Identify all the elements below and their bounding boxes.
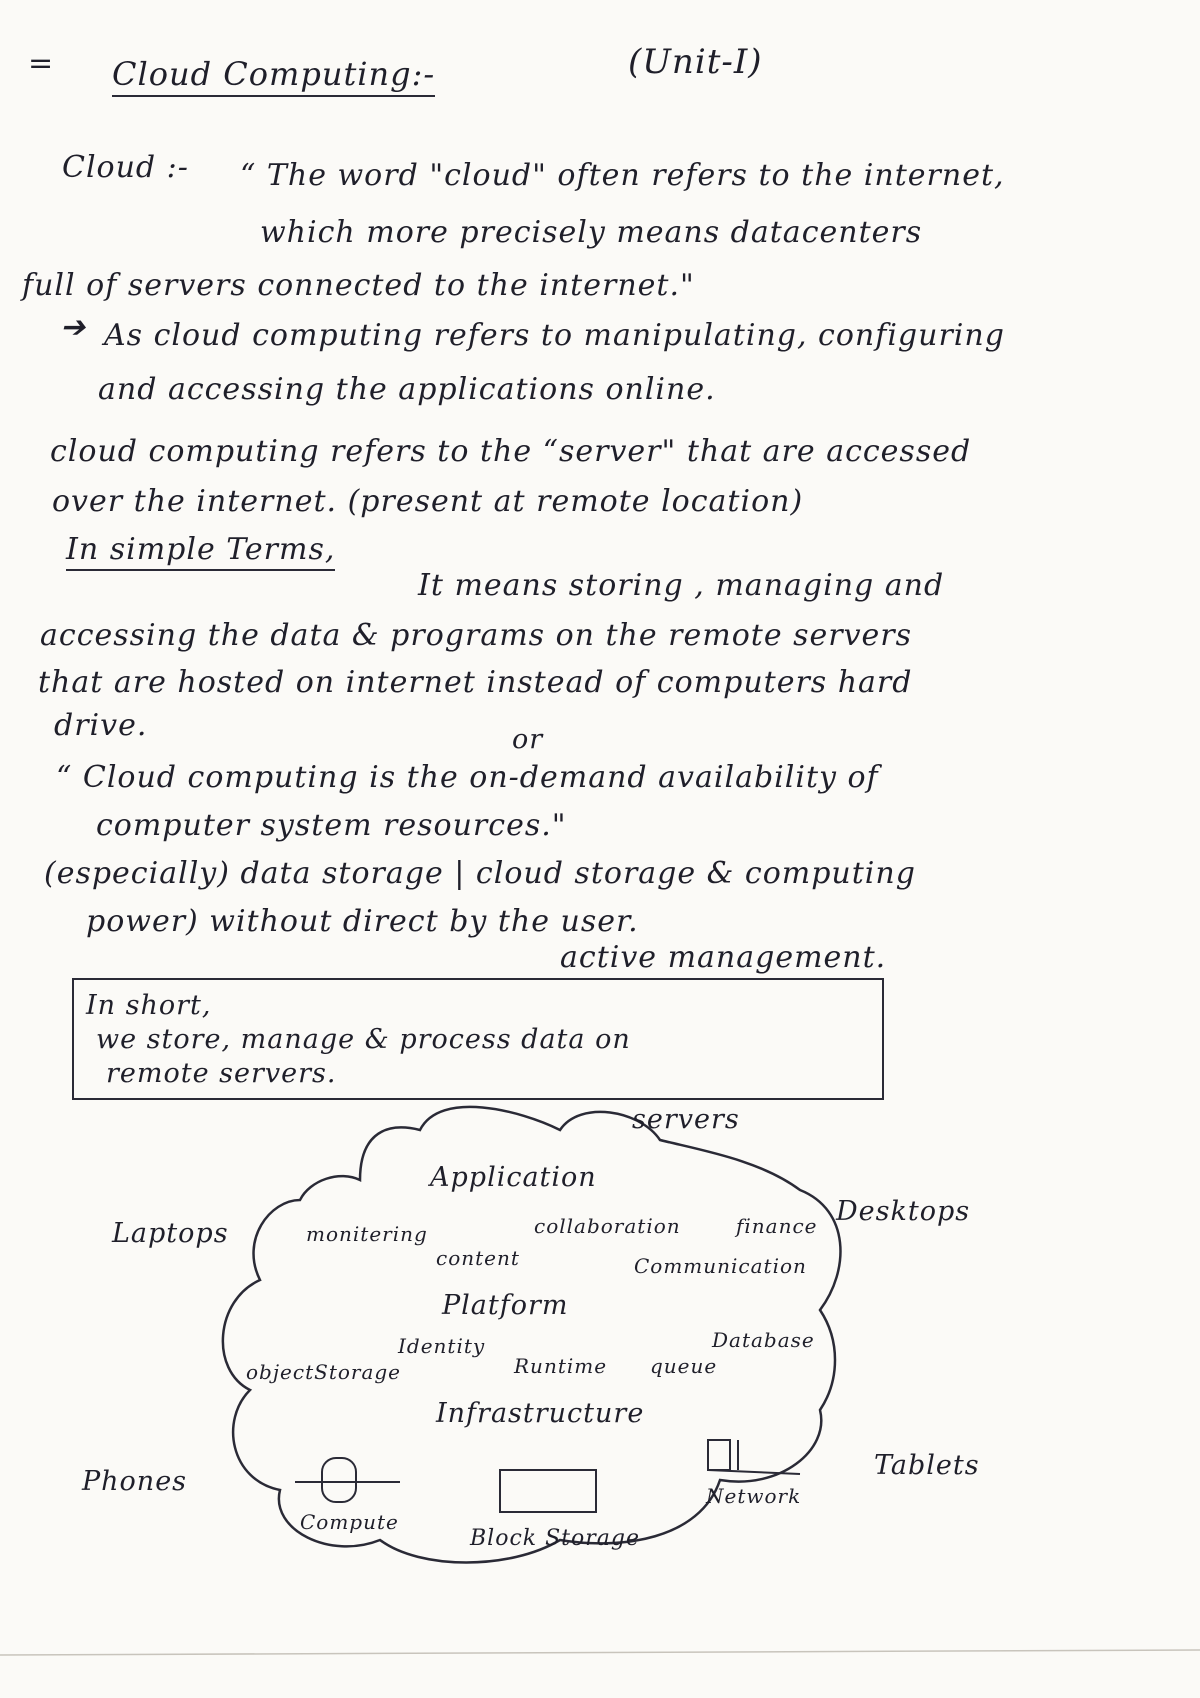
simple-terms-heading: In simple Terms, bbox=[66, 532, 335, 571]
quote-line-4: power) without direct by the user. bbox=[86, 904, 639, 939]
queue-label: queue bbox=[650, 1354, 718, 1378]
application-label: Application bbox=[430, 1162, 597, 1193]
block-storage-icon bbox=[500, 1470, 596, 1512]
network-label: Network bbox=[706, 1484, 802, 1508]
simple-terms-line-3: that are hosted on internet instead of computers hard bbox=[38, 665, 913, 700]
communication-label: Communication bbox=[634, 1254, 807, 1278]
compute-icon bbox=[322, 1458, 356, 1502]
desktops-label: Desktops bbox=[836, 1196, 971, 1227]
quote-line-2: computer system resources." bbox=[96, 808, 567, 843]
finance-label: finance bbox=[736, 1214, 818, 1238]
infrastructure-label: Infrastructure bbox=[436, 1398, 645, 1429]
in-short-line-2: we store, manage & process data on bbox=[96, 1024, 631, 1055]
simple-terms-line-2: accessing the data & programs on the remote servers bbox=[40, 618, 913, 653]
tablets-label: Tablets bbox=[874, 1450, 980, 1481]
network-icon bbox=[708, 1440, 730, 1470]
quote-line-3: (especially) data storage | cloud storage & computing bbox=[44, 856, 916, 891]
monitoring-label: monitering bbox=[306, 1222, 428, 1246]
definition-line-3: full of servers connected to the internet." bbox=[22, 268, 695, 303]
page-title: Cloud Computing:- bbox=[112, 55, 435, 97]
content-label: content bbox=[436, 1246, 520, 1270]
arrow-point-line-2: and accessing the applications online. bbox=[98, 372, 716, 407]
or-label: or bbox=[512, 724, 544, 755]
server-para-line-2: over the internet. (present at remote location) bbox=[52, 484, 804, 519]
runtime-label: Runtime bbox=[514, 1354, 608, 1378]
block-storage-label: Block Storage bbox=[470, 1526, 640, 1551]
server-para-line-1: cloud computing refers to the “server" that are accessed bbox=[50, 434, 972, 469]
laptops-label: Laptops bbox=[112, 1218, 229, 1249]
in-short-line-1: In short, bbox=[86, 990, 212, 1021]
title-marks: = bbox=[28, 46, 55, 81]
collaboration-label: collaboration bbox=[534, 1214, 681, 1238]
definition-line-1: “ The word "cloud" often refers to the internet, bbox=[240, 158, 1005, 193]
arrow-point-line-1: As cloud computing refers to manipulating, configuring bbox=[104, 318, 1005, 353]
platform-label: Platform bbox=[442, 1290, 569, 1321]
phones-label: Phones bbox=[82, 1466, 188, 1497]
arrow-bullet-icon: ➔ bbox=[60, 310, 87, 345]
in-short-line-3: remote servers. bbox=[106, 1058, 337, 1089]
quote-line-5: active management. bbox=[560, 940, 887, 975]
definition-line-2: which more precisely means datacenters bbox=[260, 215, 923, 250]
identity-label: Identity bbox=[398, 1334, 486, 1358]
quote-line-1: “ Cloud computing is the on-demand availability of bbox=[56, 760, 879, 795]
database-label: Database bbox=[712, 1328, 815, 1352]
simple-terms-line-4: drive. bbox=[54, 708, 148, 743]
cloud-term: Cloud :- bbox=[62, 150, 189, 185]
compute-label: Compute bbox=[300, 1510, 399, 1534]
simple-terms-line-1: It means storing , managing and bbox=[418, 568, 945, 603]
unit-label: (Unit-I) bbox=[628, 42, 763, 82]
object-storage-label: objectStorage bbox=[246, 1360, 402, 1384]
servers-label: servers bbox=[632, 1104, 740, 1135]
